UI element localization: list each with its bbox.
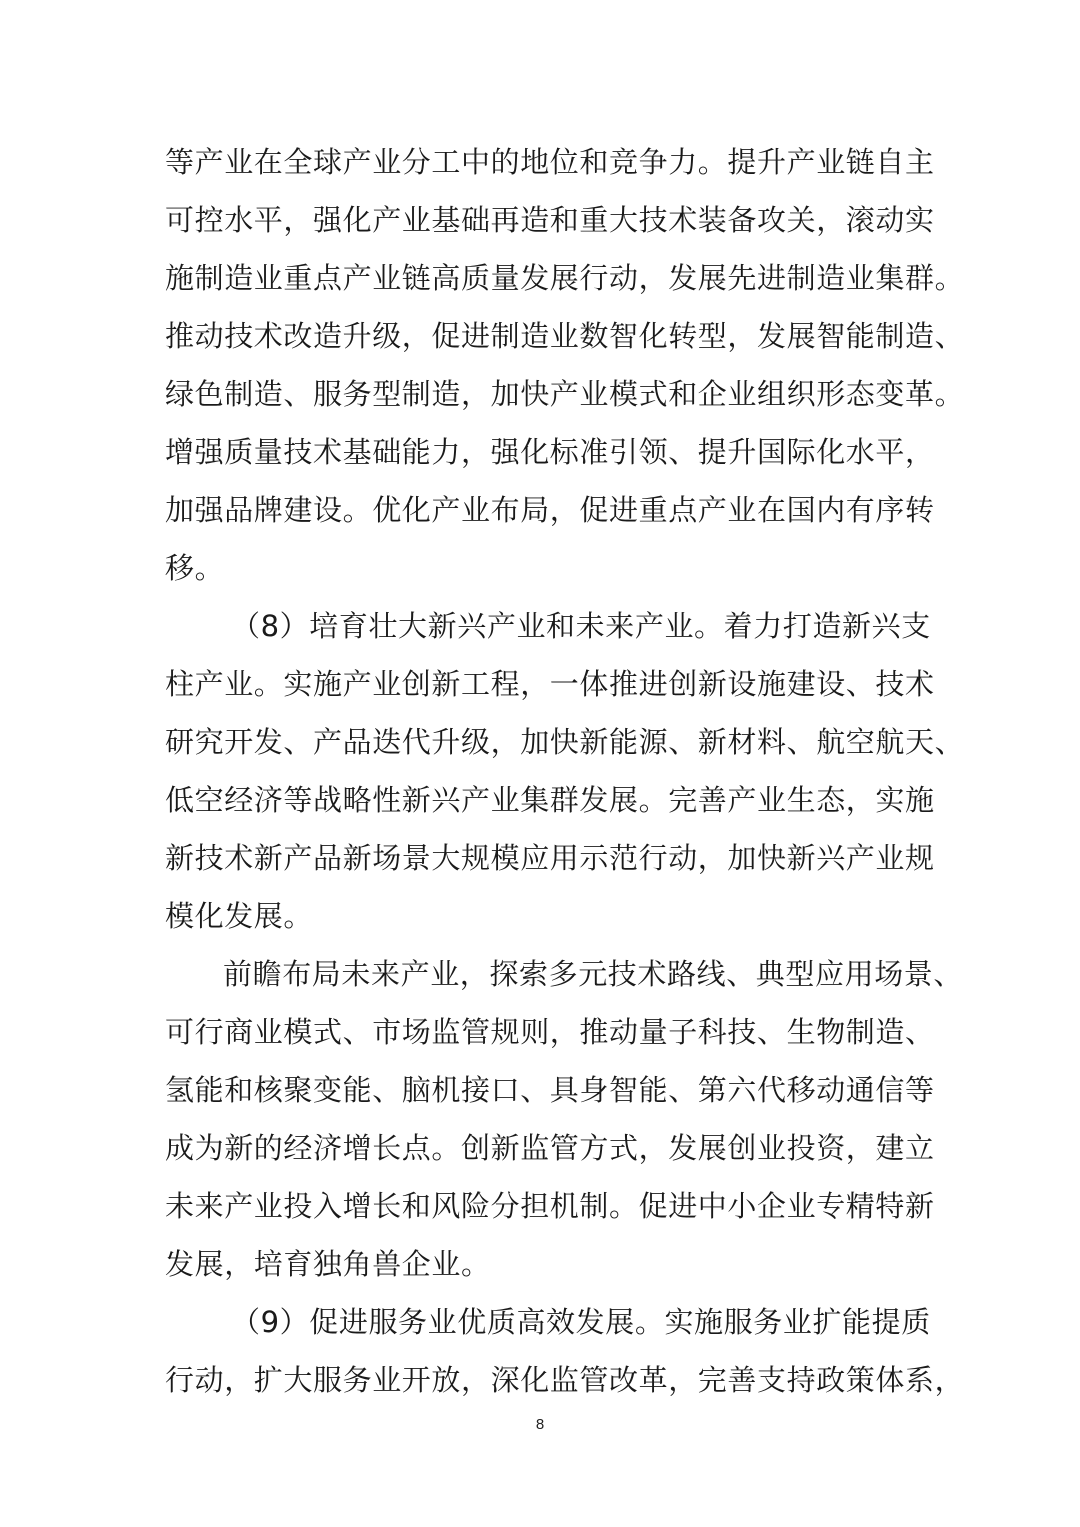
text-line: 发展，培育独角兽企业。 — [165, 1247, 491, 1281]
text-line: 行动，扩大服务业开放，深化监管改革，完善支持政策体系， — [165, 1363, 965, 1397]
paragraph-industry-chain — [165, 133, 965, 597]
text-line: 氢能和核聚变能、脑机接口、具身智能、第六代移动通信等 — [165, 1073, 935, 1107]
paragraph-future-industries — [165, 945, 964, 1293]
text-line: 移。 — [165, 551, 225, 585]
text-line: 绿色制造、服务型制造，加快产业模式和企业组织形态变革。 — [165, 377, 965, 411]
text-line: 未来产业投入增长和风险分担机制。促进中小企业专精特新 — [165, 1189, 935, 1223]
text-line: 新技术新产品新场景大规模应用示范行动，加快新兴产业规 — [165, 841, 935, 875]
text-line: 研究开发、产品迭代升级，加快新能源、新材料、航空航天、 — [165, 725, 965, 759]
paragraph-emerging-industries — [165, 597, 965, 945]
page-number: 8 — [535, 1416, 545, 1433]
text-line: 推动技术改造升级，促进制造业数智化转型，发展智能制造、 — [165, 319, 965, 353]
text-line: 成为新的经济增长点。创新监管方式，发展创业投资，建立 — [165, 1131, 935, 1165]
text-line: 加强品牌建设。优化产业布局，促进重点产业在国内有序转 — [165, 493, 935, 527]
text-line: 低空经济等战略性新兴产业集群发展。完善产业生态，实施 — [165, 783, 935, 817]
document-body — [165, 133, 965, 1409]
text-line: 前瞻布局未来产业，探索多元技术路线、典型应用场景、 — [223, 957, 964, 991]
text-line: （8）培育壮大新兴产业和未来产业。着力打造新兴支 — [231, 609, 931, 643]
text-line: 增强质量技术基础能力，强化标准引领、提升国际化水平， — [165, 435, 935, 469]
text-line: （9）促进服务业优质高效发展。实施服务业扩能提质 — [231, 1305, 931, 1339]
paragraph-service-industry — [165, 1293, 965, 1409]
text-line: 等产业在全球产业分工中的地位和竞争力。提升产业链自主 — [165, 145, 935, 179]
text-line: 可行商业模式、市场监管规则，推动量子科技、生物制造、 — [165, 1015, 935, 1049]
text-line: 模化发展。 — [165, 899, 314, 933]
text-line: 柱产业。实施产业创新工程，一体推进创新设施建设、技术 — [165, 667, 935, 701]
text-line: 可控水平，强化产业基础再造和重大技术装备攻关，滚动实 — [165, 203, 935, 237]
text-line: 施制造业重点产业链高质量发展行动，发展先进制造业集群。 — [165, 261, 965, 295]
